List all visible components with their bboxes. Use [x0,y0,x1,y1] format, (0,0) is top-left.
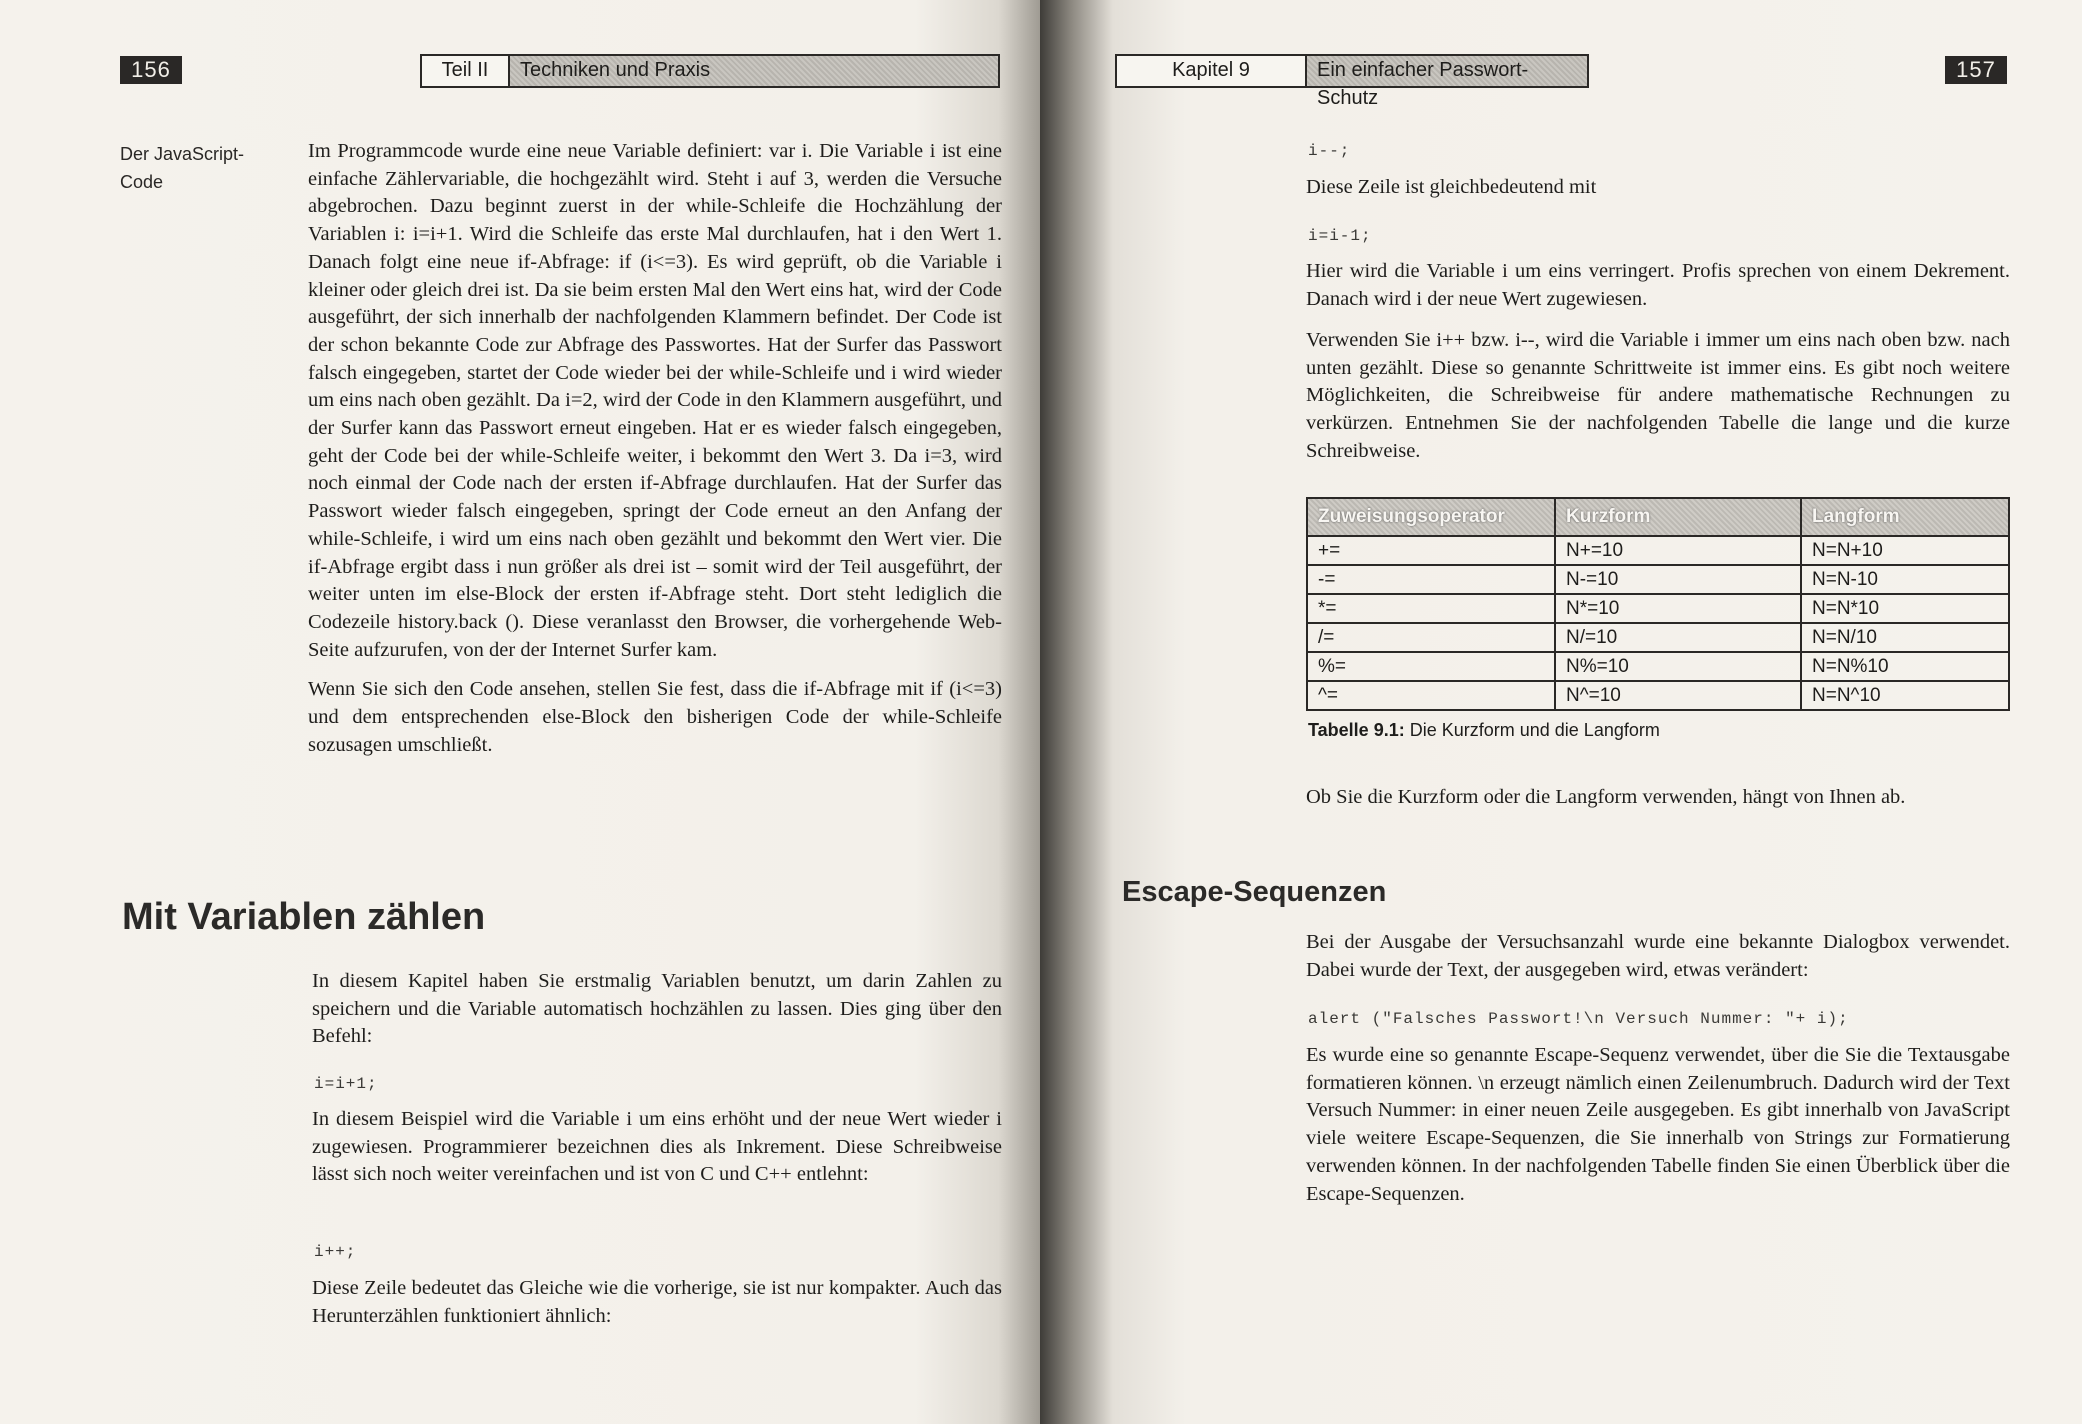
page-number-right: 157 [1945,56,2007,84]
table-cell: /= [1307,623,1555,652]
paragraph: Diese Zeile ist gleichbedeutend mit [1306,176,1597,198]
table-caption [1308,720,1660,741]
operator-table [1306,497,2010,711]
paragraph: Es wurde eine so genannte Escape-Sequenz verwendet, über die Sie die Textausgabe formatieren können. \n erzeugt nämlich einen Zeilenumbruch. Dadurch wird der Text Versuch Nummer: in einer neuen Zeile ausgegeben. Es gibt innerhalb von JavaScript viele weitere Escape-Sequenzen, die Sie innerhalb von Strings zur Formatierung verwenden können. In der nachfolgenden Tabelle finden Sie einen Überblick über die Escape-Sequenzen. [1306,1044,2010,1205]
table-cell: N+=10 [1555,536,1801,565]
code-line: i++; [314,1243,357,1261]
chapter-title: Ein einfacher Passwort-Schutz [1307,56,1587,86]
table-row [1307,536,2009,565]
section-paragraph: In diesem Kapitel haben Sie erstmalig Variablen benutzt, um darin Zahlen zu speichern und die Variable automatisch hochzählen zu lassen. Dies ging über den Befehl: [312,970,1002,1048]
part-label: Teil II [422,56,510,86]
table-row [1307,623,2009,652]
table-cell: N=N^10 [1801,681,2009,710]
code-line: i=i-1; [1308,227,1372,245]
left-page [0,0,1040,1424]
table-cell: N/=10 [1555,623,1801,652]
table-cell: N=N*10 [1801,594,2009,623]
table-cell: N%=10 [1555,652,1801,681]
code-line: i--; [1308,142,1351,160]
part-title: Techniken und Praxis [510,56,998,86]
page-number-left: 156 [120,56,182,84]
table-cell: N-=10 [1555,565,1801,594]
table-cell: N=N/10 [1801,623,2009,652]
right-page [1040,0,2082,1424]
caption-label: Tabelle 9.1: [1308,720,1405,740]
caption-text: Die Kurzform und die Langform [1409,720,1660,740]
table-header-row [1307,498,2009,536]
code-line: i=i+1; [314,1075,378,1093]
table-cell: N*=10 [1555,594,1801,623]
section-heading: Mit Variablen zählen [122,896,486,938]
table-row [1307,681,2009,710]
table-header: Zuweisungsoperator [1307,498,1555,536]
table-header: Langform [1801,498,2009,536]
table-row [1307,594,2009,623]
chapter-label: Kapitel 9 [1117,56,1307,86]
table-row [1307,652,2009,681]
paragraph: Ob Sie die Kurzform oder die Langform verwenden, hängt von Ihnen ab. [1306,786,1906,808]
table-cell: *= [1307,594,1555,623]
table-cell: ^= [1307,681,1555,710]
paragraph: Bei der Ausgabe der Versuchsanzahl wurde eine bekannte Dialogbox verwendet. Dabei wurde der Text, der ausgegeben wird, etwas verändert: [1306,931,2010,981]
section-heading-right: Escape-Sequenzen [1122,876,1387,908]
table-cell: %= [1307,652,1555,681]
paragraph: Im Programmcode wurde eine neue Variable definiert: var i. Die Variable i ist eine einfache Zählervariable, die hochgezählt wird. Steht i auf 3, werden die Versuche abgebrochen. Dazu beginnt zuerst in der while-Schleife die Hochzählung der Variablen i: i=i+1. Wird die Schleife das erste Mal durchlaufen, hat i den Wert 1. Danach folgt eine neue if-Abfrage: if (i<=3). Es wird geprüft, ob die Variable i kleiner oder gleich drei ist. Da sie beim ersten Mal den Wert eins hat, wird der Code ausgeführt, der sich innerhalb der nachfolgenden Klammern befindet. Der Code ist der schon bekannte Code zur Abfrage des Passwortes. Hat der Surfer das Passwort falsch eingegeben, startet der Code wieder bei der while-Schleife und i wird wieder um eins nach oben gezählt. Da i=2, wird der Code in den Klammern ausgeführt, und der Surfer kann das Passwort erneut eingeben. Hat er es wieder falsch eingegeben, geht der Code bei der while-Schleife weiter, i bekommt den Wert 3. Da i=3, wird noch einmal der Code nach der ersten if-Abfrage durchlaufen. Hat der Surfer das Passwort wieder falsch eingegeben, springt der Code erneut an den Anfang der while-Schleife, i wird um eins nach oben gezählt und bekommt den Wert vier. Die if-Abfrage ergibt dass i nun größer als drei ist – somit wird der Teil ausgeführt, der weiter unten im else-Block der ersten if-Abfrage steht. Dort steht lediglich die Codezeile history.back (). Diese veranlasst den Browser, die vorhergehende Web-Seite aufzurufen, von der der Internet Surfer kam. [308,140,1002,661]
table-header: Kurzform [1555,498,1801,536]
table-cell: N=N-10 [1801,565,2009,594]
table-row [1307,565,2009,594]
table-cell: N=N%10 [1801,652,2009,681]
section-paragraph: Diese Zeile bedeutet das Gleiche wie die vorherige, sie ist nur kompakter. Auch das Herunterzählen funktioniert ähnlich: [312,1277,1002,1327]
margin-note: Der JavaScript-Code [120,144,245,192]
paragraph: Wenn Sie sich den Code ansehen, stellen Sie fest, dass die if-Abfrage mit if (i<=3) und dem entsprechenden else-Block den bisherigen Code der while-Schleife sozusagen umschließt. [308,678,1002,756]
table-cell: += [1307,536,1555,565]
table-cell: -= [1307,565,1555,594]
paragraph: Hier wird die Variable i um eins verringert. Profis sprechen von einem Dekrement. Danach wird i der neue Wert zugewiesen. [1306,260,2010,310]
code-line: alert ("Falsches Passwort!\n Versuch Nummer: "+ i); [1308,1010,1849,1028]
running-header-right [1115,54,1589,109]
table-cell: N=N+10 [1801,536,2009,565]
body-text-left [308,138,1002,771]
paragraph: Verwenden Sie i++ bzw. i--, wird die Variable i immer um eins nach oben bzw. nach unten gezählt. Diese so genannte Schrittweite ist immer eins. Es gibt noch weitere Möglichkeiten, die Schreibweise für andere mathematische Rechnungen zu verkürzen. Entnehmen Sie der nachfolgenden Tabelle die lange und die kurze Schreibweise. [1306,329,2010,462]
table-cell: N^=10 [1555,681,1801,710]
section-paragraph: In diesem Beispiel wird die Variable i um eins erhöht und der neue Wert wieder i zugewiesen. Programmierer bezeichnen dies als Inkrement. Diese Schreibweise lässt sich noch weiter vereinfachen und ist von C und C++ entlehnt: [312,1108,1002,1186]
running-header-left [420,54,1000,88]
